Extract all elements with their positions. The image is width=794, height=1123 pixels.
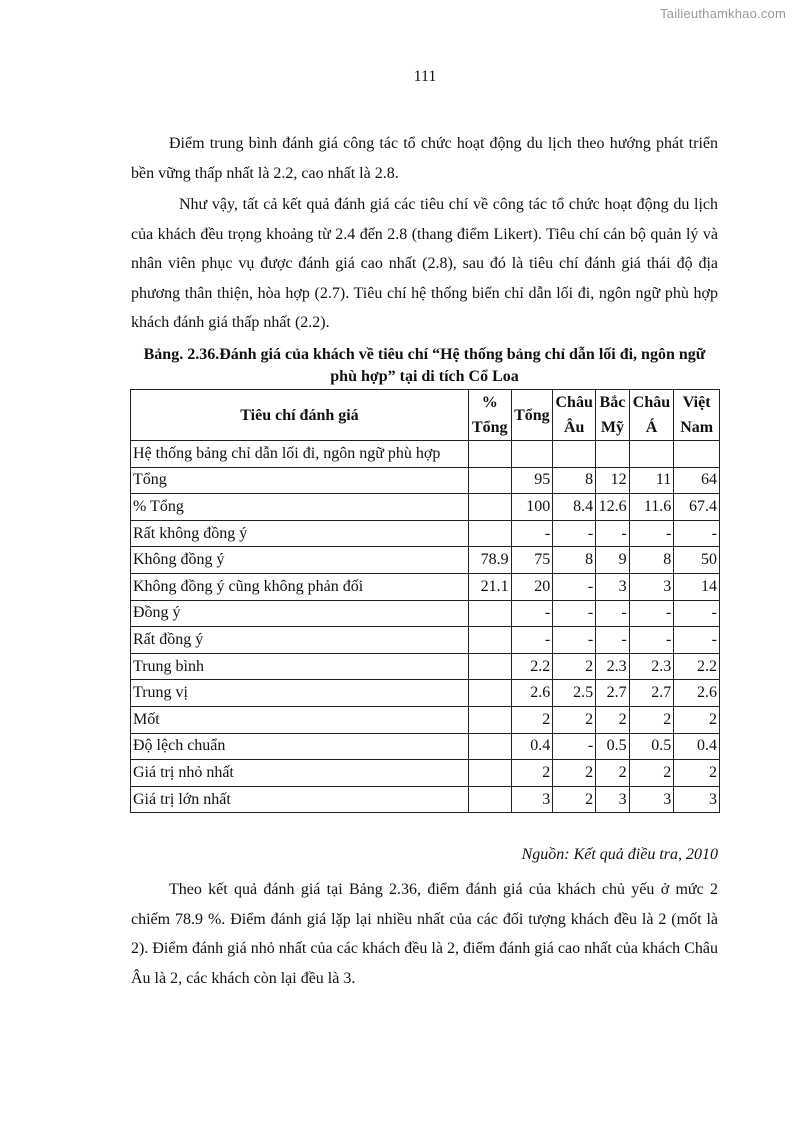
header-cell: Châu Á (629, 390, 674, 441)
value-cell (468, 520, 511, 547)
header-cell: Tiêu chí đánh giá (131, 390, 469, 441)
value-cell: 0.4 (511, 733, 553, 760)
row-label-cell: Rất đồng ý (131, 627, 469, 654)
value-cell: 2.3 (596, 653, 629, 680)
value-cell: - (511, 520, 553, 547)
table-row (131, 547, 720, 574)
value-cell: 0.4 (674, 733, 720, 760)
value-cell: 3 (629, 573, 674, 600)
value-cell: 2 (553, 653, 596, 680)
value-cell: 2 (511, 760, 553, 787)
value-cell: - (674, 520, 720, 547)
row-label-cell: Mốt (131, 706, 469, 733)
value-cell: - (596, 520, 629, 547)
value-cell: 2 (629, 760, 674, 787)
table-row (131, 706, 720, 733)
value-cell: 9 (596, 547, 629, 574)
value-cell (511, 441, 553, 468)
value-cell: 8.4 (553, 494, 596, 521)
paragraph-summary: Như vậy, tất cả kết quả đánh giá các tiêu chí về công tác tổ chức hoạt động du lịch của khách đều trọng khoảng từ 2.4 đến 2.8 (thang điểm Likert). Tiêu chí cán bộ quản lý và nhân viên phục vụ được đánh giá cao nhất (2.8), sau đó là tiêu chí đánh giá thái độ địa phương thân thiện, hòa hợp (2.7). Tiêu chí hệ thống biển chỉ dẫn lối đi, ngôn ngữ phù hợp khách đánh giá thấp nhất (2.2). (131, 196, 718, 332)
value-cell: 20 (511, 573, 553, 600)
value-cell: 2.6 (511, 680, 553, 707)
paragraph-analysis: Theo kết quả đánh giá tại Bảng 2.36, điểm đánh giá của khách chủ yếu ở mức 2 chiếm 78.9 %. Điểm đánh giá lặp lại nhiều nhất của các đối tượng khách đều là 2 (mốt là 2). Điểm đánh giá nhỏ nhất của các khách đều là 2, điểm đánh giá cao nhất của khách Châu Âu là 2, các khách còn lại đều là 3. (131, 881, 718, 987)
row-label-cell: Tổng (131, 467, 469, 494)
value-cell: 2.6 (674, 680, 720, 707)
value-cell: 2.7 (596, 680, 629, 707)
value-cell: - (674, 627, 720, 654)
value-cell: 0.5 (629, 733, 674, 760)
value-cell: 8 (553, 547, 596, 574)
row-label-cell: Độ lệch chuẩn (131, 733, 469, 760)
value-cell: 11.6 (629, 494, 674, 521)
value-cell: 3 (596, 786, 629, 813)
value-cell (468, 760, 511, 787)
value-cell: - (553, 733, 596, 760)
table-source: Nguồn: Kết quả điều tra, 2010 (521, 846, 718, 863)
paragraph-intro: Điểm trung bình đánh giá công tác tổ chức hoạt động du lịch theo hướng phát triển bền vững thấp nhất là 2.2, cao nhất là 2.8. (131, 135, 718, 182)
row-label-cell: Không đồng ý cũng không phản đối (131, 573, 469, 600)
value-cell: 21.1 (468, 573, 511, 600)
value-cell: 3 (629, 786, 674, 813)
table-row (131, 520, 720, 547)
table-caption: Bảng. 2.36.Đánh giá của khách về tiêu chí “Hệ thống bảng chỉ dẫn lối đi, ngôn ngữ phù hợp” tại di tích Cổ Loa (143, 346, 706, 385)
table-row (131, 627, 720, 654)
value-cell: 2 (596, 706, 629, 733)
row-label-cell: Hệ thống bảng chỉ dẫn lối đi, ngôn ngữ phù hợp (131, 441, 469, 468)
value-cell: 95 (511, 467, 553, 494)
value-cell: 78.9 (468, 547, 511, 574)
value-cell (468, 600, 511, 627)
value-cell: 11 (629, 467, 674, 494)
value-cell (468, 494, 511, 521)
value-cell (468, 627, 511, 654)
table-header-row (131, 390, 720, 441)
value-cell (629, 441, 674, 468)
value-cell: - (596, 627, 629, 654)
row-label-cell: Trung bình (131, 653, 469, 680)
value-cell: 100 (511, 494, 553, 521)
table-row (131, 653, 720, 680)
row-label-cell: Không đồng ý (131, 547, 469, 574)
value-cell: 2 (674, 760, 720, 787)
value-cell (468, 441, 511, 468)
value-cell: 2.3 (629, 653, 674, 680)
value-cell: - (553, 627, 596, 654)
table-row (131, 680, 720, 707)
value-cell: 2.5 (553, 680, 596, 707)
value-cell (468, 680, 511, 707)
value-cell (596, 441, 629, 468)
value-cell (674, 441, 720, 468)
value-cell: 2 (553, 706, 596, 733)
value-cell: 75 (511, 547, 553, 574)
value-cell: - (553, 520, 596, 547)
table-row (131, 733, 720, 760)
header-cell: Bắc Mỹ (596, 390, 629, 441)
value-cell: 8 (553, 467, 596, 494)
row-label-cell: % Tổng (131, 494, 469, 521)
value-cell: 64 (674, 467, 720, 494)
value-cell: 2.7 (629, 680, 674, 707)
value-cell: 12 (596, 467, 629, 494)
value-cell: 0.5 (596, 733, 629, 760)
table-row (131, 760, 720, 787)
row-label-cell: Đồng ý (131, 600, 469, 627)
table-row (131, 786, 720, 813)
value-cell (468, 786, 511, 813)
value-cell: - (596, 600, 629, 627)
value-cell: 2 (629, 706, 674, 733)
row-label-cell: Giá trị nhỏ nhất (131, 760, 469, 787)
value-cell: 2 (674, 706, 720, 733)
value-cell: - (674, 600, 720, 627)
value-cell: 3 (674, 786, 720, 813)
table-row (131, 494, 720, 521)
evaluation-table (130, 389, 720, 813)
watermark: Tailieuthamkhao.com (660, 6, 786, 21)
header-cell: Tổng (511, 390, 553, 441)
value-cell: 8 (629, 547, 674, 574)
value-cell: 3 (511, 786, 553, 813)
value-cell (468, 653, 511, 680)
value-cell: - (629, 520, 674, 547)
table-row (131, 467, 720, 494)
value-cell: 2.2 (511, 653, 553, 680)
value-cell: - (553, 573, 596, 600)
value-cell: - (553, 600, 596, 627)
value-cell (468, 733, 511, 760)
value-cell: - (629, 600, 674, 627)
row-label-cell: Trung vị (131, 680, 469, 707)
value-cell: 67.4 (674, 494, 720, 521)
value-cell: 2 (511, 706, 553, 733)
table-row (131, 441, 720, 468)
value-cell: 2 (553, 760, 596, 787)
table-row (131, 573, 720, 600)
value-cell (553, 441, 596, 468)
header-cell: % Tổng (468, 390, 511, 441)
header-cell: Châu Âu (553, 390, 596, 441)
value-cell (468, 706, 511, 733)
value-cell: 2.2 (674, 653, 720, 680)
value-cell: 12.6 (596, 494, 629, 521)
row-label-cell: Giá trị lớn nhất (131, 786, 469, 813)
value-cell: - (511, 600, 553, 627)
table-row (131, 600, 720, 627)
value-cell: - (511, 627, 553, 654)
value-cell: 14 (674, 573, 720, 600)
value-cell: 3 (596, 573, 629, 600)
page-number: 111 (413, 68, 437, 85)
value-cell (468, 467, 511, 494)
value-cell: - (629, 627, 674, 654)
value-cell: 2 (596, 760, 629, 787)
value-cell: 50 (674, 547, 720, 574)
header-cell: Việt Nam (674, 390, 720, 441)
value-cell: 2 (553, 786, 596, 813)
row-label-cell: Rất không đồng ý (131, 520, 469, 547)
